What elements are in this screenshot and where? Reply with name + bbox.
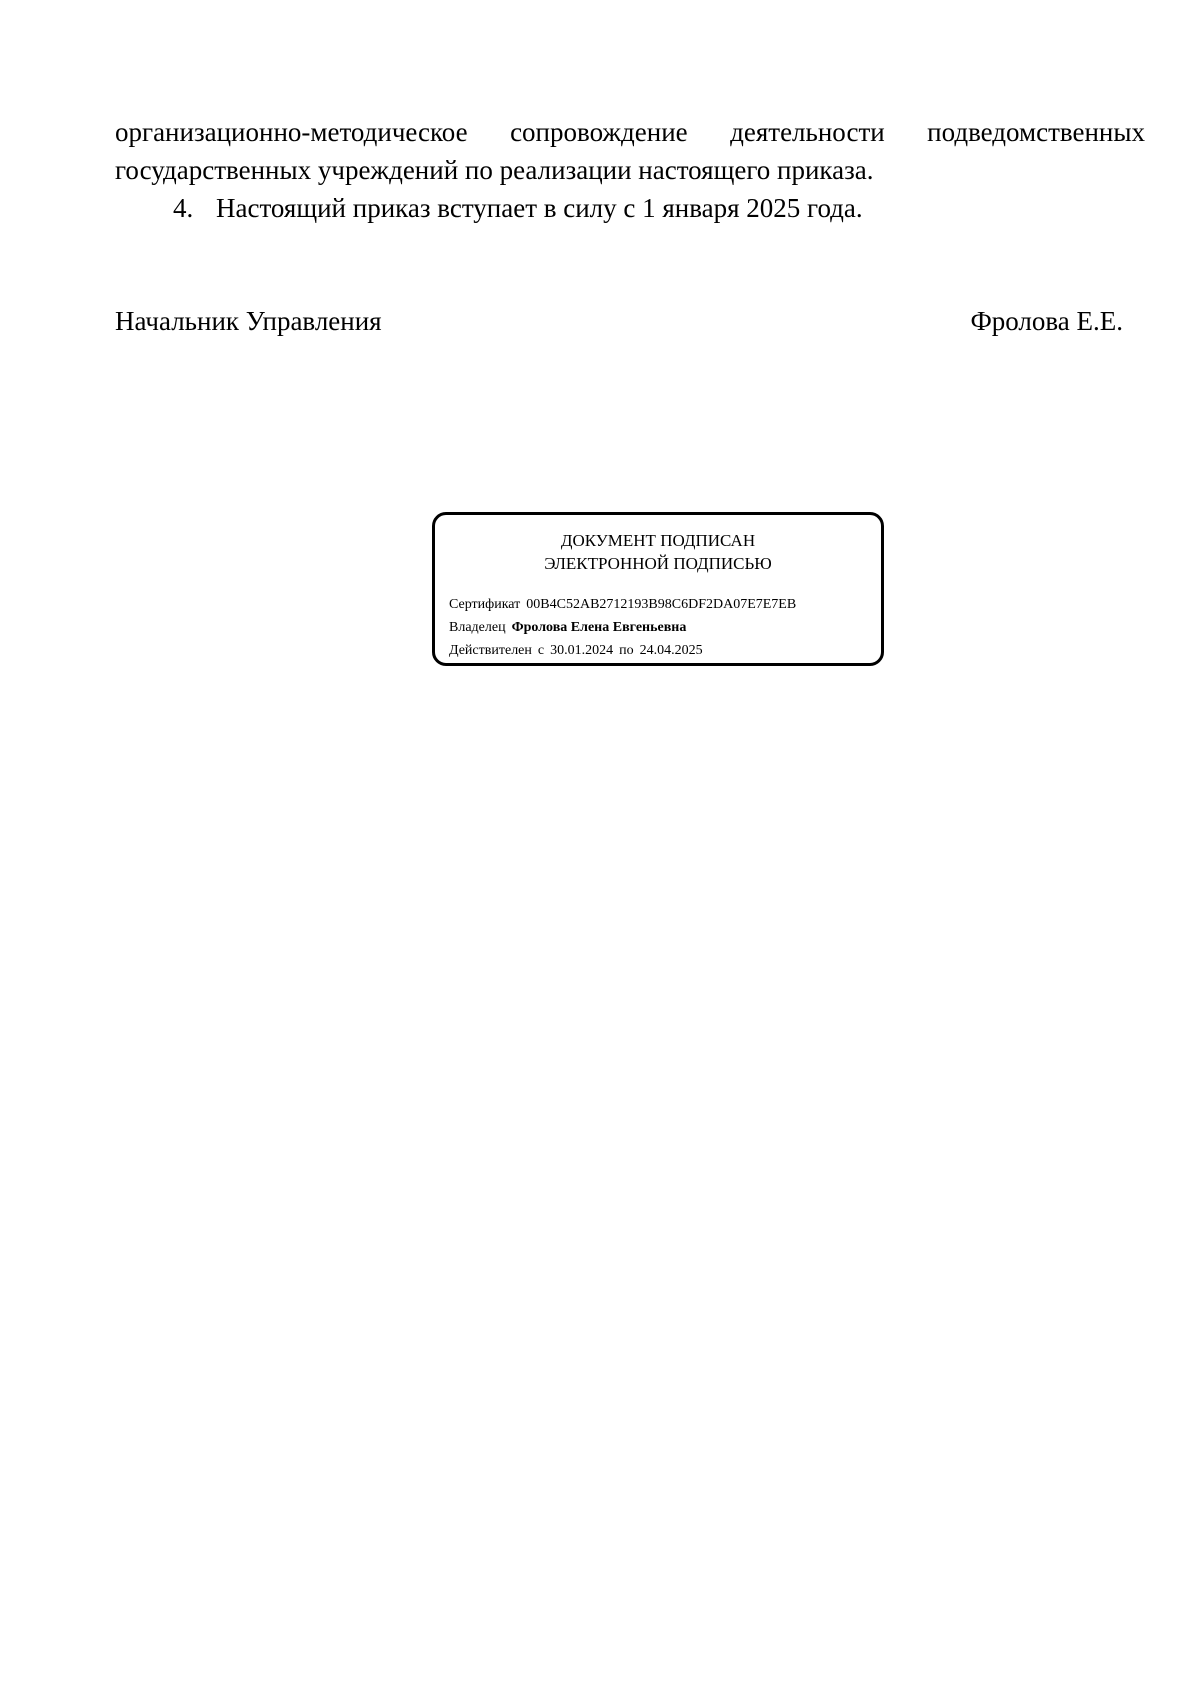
valid-label: Действителен bbox=[449, 643, 532, 658]
stamp-heading-line-2: ЭЛЕКТРОННОЙ ПОДПИСЬЮ bbox=[544, 554, 772, 573]
list-item-4 bbox=[173, 189, 863, 227]
electronic-signature-stamp bbox=[432, 512, 884, 666]
stamp-validity-row bbox=[449, 639, 796, 662]
owner-label: Владелец bbox=[449, 620, 506, 635]
signatory-name: Фролова Е.Е. bbox=[970, 306, 1123, 336]
stamp-certificate-row bbox=[449, 593, 796, 616]
owner-value: Фролова Елена Евгеньевна bbox=[511, 620, 687, 635]
stamp-details bbox=[449, 593, 796, 662]
valid-to-label: по bbox=[619, 643, 634, 658]
stamp-heading bbox=[435, 529, 881, 575]
stamp-heading-line-1: ДОКУМЕНТ ПОДПИСАН bbox=[560, 531, 756, 550]
certificate-value: 00B4C52AB2712193B98C6DF2DA07E7E7EB bbox=[526, 597, 797, 612]
valid-from-label: с bbox=[537, 643, 545, 658]
list-item-text: Настоящий приказ вступает в силу с 1 января 2025 года. bbox=[216, 193, 863, 223]
valid-to-date: 24.04.2025 bbox=[639, 643, 703, 658]
paragraph-line-1: организационно-методическое сопровождение деятельности подведомственных bbox=[115, 117, 1145, 147]
valid-from-date: 30.01.2024 bbox=[550, 643, 614, 658]
stamp-owner-row bbox=[449, 616, 796, 639]
paragraph-continuation bbox=[115, 113, 1145, 189]
paragraph-line-2: государственных учреждений по реализации настоящего приказа. bbox=[115, 155, 874, 185]
certificate-label: Сертификат bbox=[449, 597, 521, 612]
list-item-number: 4. bbox=[173, 193, 194, 223]
signatory-position: Начальник Управления bbox=[115, 306, 382, 336]
